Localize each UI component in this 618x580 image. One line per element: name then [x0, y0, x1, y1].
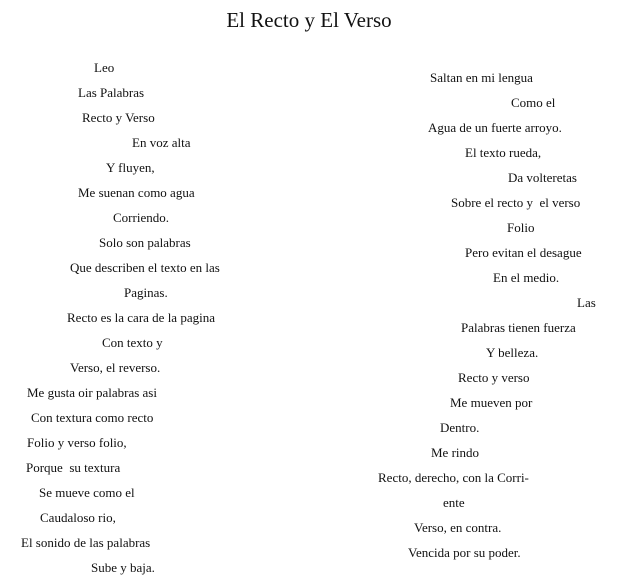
left-line-16: Folio y verso folio,: [27, 435, 127, 450]
right-line-15: Dentro.: [440, 420, 480, 435]
left-line-20: El sonido de las palabras: [21, 535, 151, 550]
right-line-4: El texto rueda,: [465, 145, 542, 160]
right-line-1: Saltan en mi lengua: [430, 70, 533, 85]
right-line-10: Las: [577, 295, 596, 310]
left-line-8: Solo son palabras: [99, 235, 191, 250]
left-line-9: Que describen el texto en las: [70, 260, 220, 275]
right-line-11: Palabras tienen fuerza: [461, 320, 576, 335]
left-line-3: Recto y Verso: [82, 110, 155, 125]
poem-title: El Recto y El Verso: [226, 8, 392, 32]
right-line-9: En el medio.: [493, 270, 560, 285]
left-line-4: En voz alta: [132, 135, 191, 150]
left-line-13: Verso, el reverso.: [70, 360, 161, 375]
right-line-7: Folio: [507, 220, 535, 235]
right-line-20: Vencida por su poder.: [408, 545, 521, 560]
right-line-6: Sobre el recto y el verso: [451, 195, 581, 210]
right-line-2: Como el: [511, 95, 556, 110]
right-line-12: Y belleza.: [486, 345, 539, 360]
right-line-5: Da volteretas: [508, 170, 577, 185]
left-line-15: Con textura como recto: [31, 410, 154, 425]
left-line-17: Porque su textura: [26, 460, 121, 475]
right-line-19: Verso, en contra.: [414, 520, 502, 535]
right-line-16: Me rindo: [431, 445, 480, 460]
left-line-2: Las Palabras: [78, 85, 145, 100]
right-line-18: ente: [443, 495, 465, 510]
left-line-19: Caudaloso rio,: [40, 510, 116, 525]
left-line-18: Se mueve como el: [39, 485, 135, 500]
left-line-21: Sube y baja.: [91, 560, 155, 575]
left-line-11: Recto es la cara de la pagina: [67, 310, 215, 325]
right-line-3: Agua de un fuerte arroyo.: [428, 120, 562, 135]
right-line-8: Pero evitan el desague: [465, 245, 582, 260]
left-line-1: Leo: [94, 60, 115, 75]
left-line-12: Con texto y: [102, 335, 163, 350]
left-line-14: Me gusta oir palabras asi: [27, 385, 157, 400]
right-line-14: Me mueven por: [450, 395, 533, 410]
left-line-5: Y fluyen,: [106, 160, 155, 175]
right-line-17: Recto, derecho, con la Corri-: [378, 470, 529, 485]
right-line-13: Recto y verso: [458, 370, 530, 385]
left-line-7: Corriendo.: [113, 210, 169, 225]
left-line-6: Me suenan como agua: [78, 185, 195, 200]
left-line-10: Paginas.: [124, 285, 168, 300]
